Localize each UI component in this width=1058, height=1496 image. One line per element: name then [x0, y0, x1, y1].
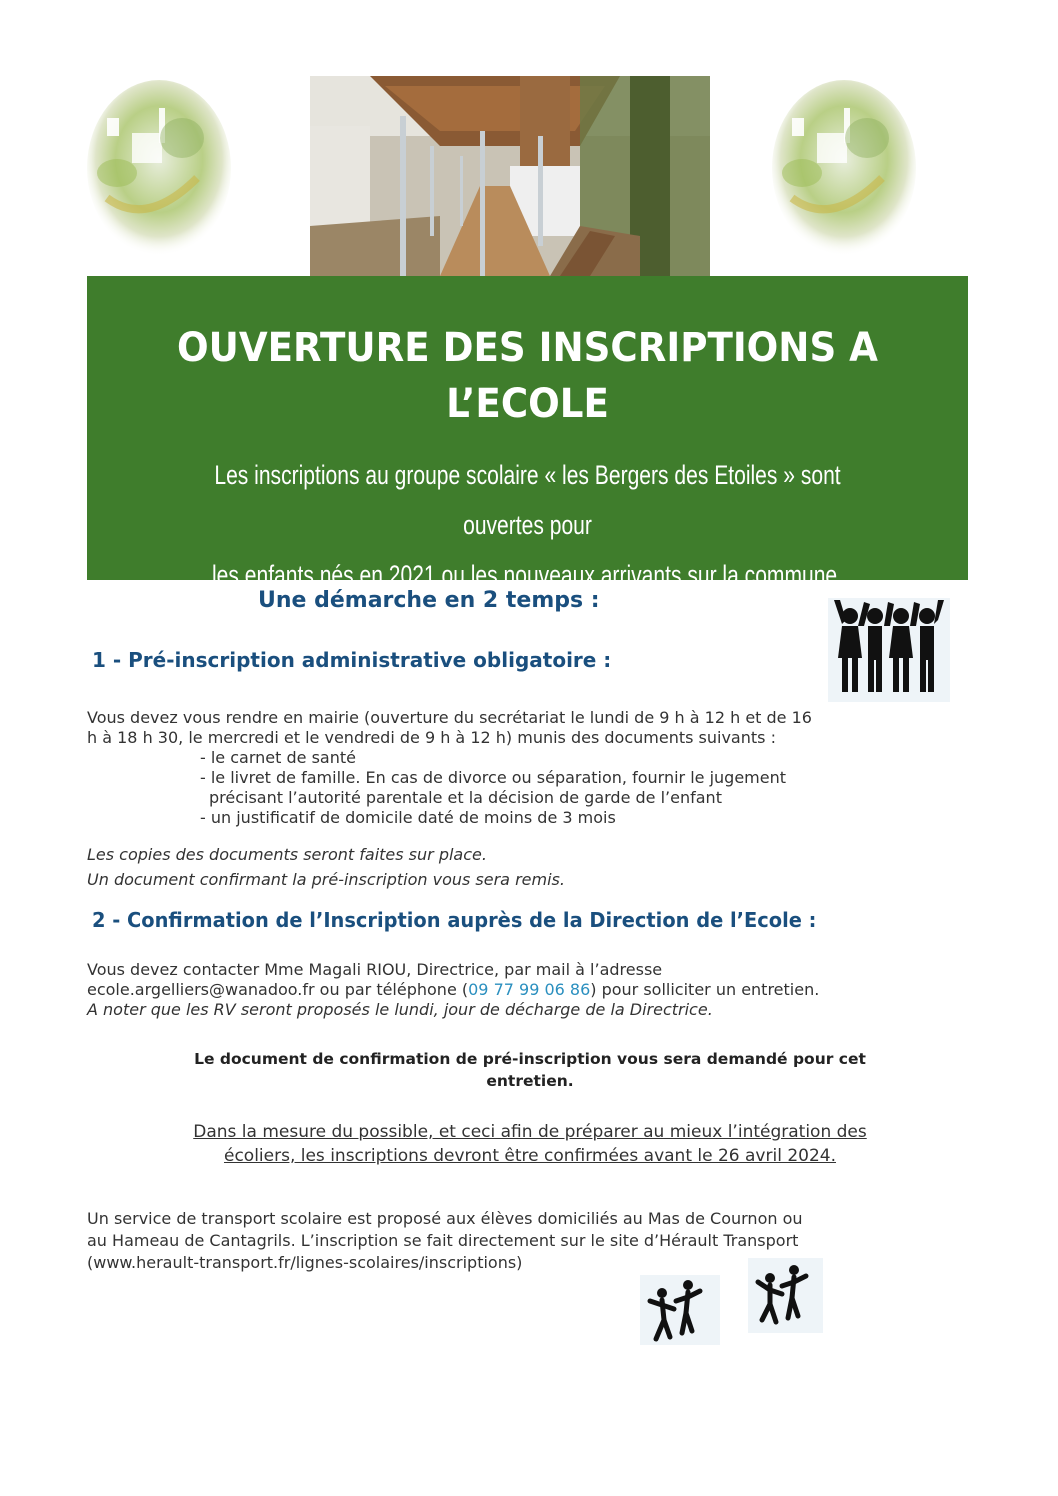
transport-link[interactable]: (www.herault-transport.fr/lignes-scolaires/inscriptions)	[87, 1253, 523, 1272]
school-walkway-photo	[310, 76, 710, 276]
deadline-notice	[100, 1120, 960, 1168]
document-item	[200, 748, 960, 768]
phone-number-link[interactable]: 09 77 99 06 86	[468, 980, 591, 999]
document-item	[200, 768, 960, 808]
banner-subtitle-line: Les inscriptions au groupe scolaire « les Bergers des Etoiles » sont ouvertes pour	[214, 460, 841, 540]
document-item-continuation: précisant l’autorité parentale et la décision de garde de l’enfant	[209, 788, 722, 807]
document-item	[200, 808, 960, 828]
required-documents-list	[200, 748, 960, 828]
people-group-icon	[828, 598, 950, 702]
announcement-banner	[87, 276, 968, 590]
document-item-text: - le livret de famille. En cas de divorce ou séparation, fournir le jugement	[200, 768, 787, 787]
banner-title	[118, 320, 937, 432]
document-item-text: - le carnet de santé	[200, 748, 356, 767]
banner-title-line: L’ECOLE	[446, 381, 609, 427]
banner-title-line: OUVERTURE DES INSCRIPTIONS A	[177, 325, 878, 371]
bold-note-line: Le document de confirmation de pré-inscription vous sera demandé pour cet	[194, 1050, 866, 1068]
confirmation-document-note: Un document confirmant la pré-inscription vous sera remis.	[87, 870, 565, 889]
step2-contact-paragraph	[87, 960, 1007, 1020]
banner-subtitle	[184, 450, 871, 600]
step2-line	[87, 980, 1007, 1000]
bold-note-line: entretien.	[486, 1072, 574, 1090]
step2-line: Vous devez contacter Mme Magali RIOU, Directrice, par mail à l’adresse	[87, 960, 663, 979]
contact-email-text: ecole.argelliers@wanadoo.fr ou par téléphone (	[87, 980, 469, 999]
village-watercolor-image-right	[772, 78, 922, 268]
copies-note: Les copies des documents seront faites sur place.	[87, 845, 487, 864]
transport-line: Un service de transport scolaire est proposé aux élèves domiciliés au Mas de Cournon ou	[87, 1209, 803, 1228]
transport-line: au Hameau de Cantagrils. L’inscription se fait directement sur le site d’Hérault Transport	[87, 1231, 799, 1250]
banner-subtitle-line: les enfants nés en 2021 ou les nouveaux arrivants sur la commune.	[211, 560, 843, 590]
step1-intro	[87, 708, 987, 748]
transport-paragraph	[87, 1208, 987, 1274]
appointment-note: A noter que les RV seront proposés le lundi, jour de décharge de la Directrice.	[87, 1000, 713, 1019]
step2-line-tail: ) pour solliciter un entretien.	[590, 980, 820, 999]
step1-intro-line: h à 18 h 30, le mercredi et le vendredi de 9 h à 12 h) munis des documents suivants :	[87, 728, 776, 747]
step2-heading: 2 - Confirmation de l’Inscription auprès de la Direction de l’Ecole :	[92, 908, 817, 932]
document-item-text: - un justificatif de domicile daté de moins de 3 mois	[200, 808, 616, 827]
village-watercolor-image-left	[87, 78, 237, 268]
demarche-heading: Une démarche en 2 temps :	[258, 588, 600, 613]
deadline-line: Dans la mesure du possible, et ceci afin de préparer au mieux l’intégration des	[193, 1122, 867, 1142]
bold-confirmation-note	[100, 1048, 960, 1092]
dancing-people-icon	[640, 1275, 720, 1345]
step1-heading: 1 - Pré-inscription administrative obligatoire :	[92, 648, 612, 672]
dancing-people-icon	[748, 1258, 823, 1333]
deadline-line: écoliers, les inscriptions devront être confirmées avant le 26 avril 2024.	[223, 1146, 837, 1166]
step1-intro-line: Vous devez vous rendre en mairie (ouverture du secrétariat le lundi de 9 h à 12 h et de 16	[87, 708, 812, 727]
